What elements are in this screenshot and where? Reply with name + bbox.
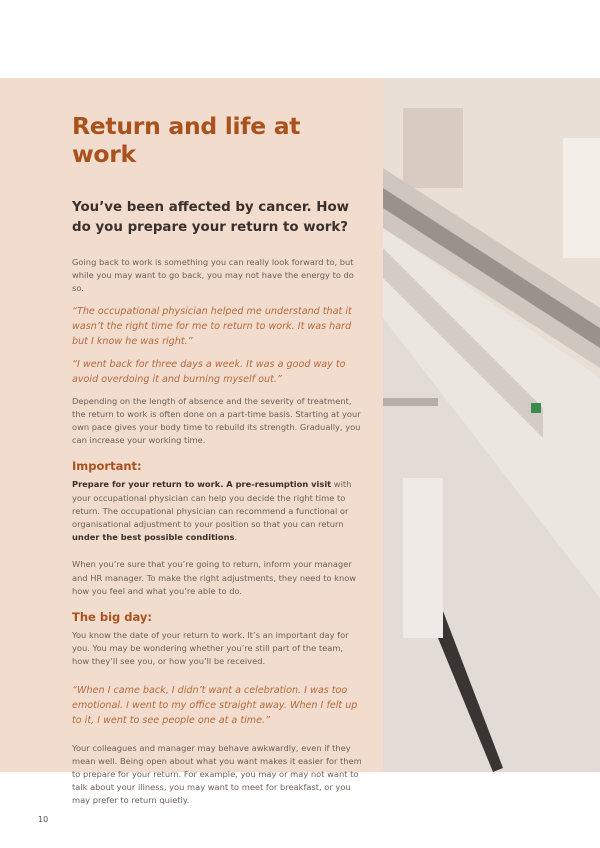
big-day-heading: The big day: bbox=[72, 610, 152, 625]
escalator-illustration bbox=[383, 78, 600, 772]
big-day-paragraph: You know the date of your return to work. It’s an important day for you. You may be wondering whether you’re still part of the team, how they’ll see you, or how you’ll be received. bbox=[72, 630, 349, 667]
important-paragraph bbox=[72, 478, 362, 544]
article bbox=[72, 112, 362, 808]
important-text-2: . bbox=[234, 532, 238, 543]
quote-celebration: “When I came back, I didn’t want a celebration. I was too emotional. I went to my office straight away. When I felt up to it, I went to see people one at a time.” bbox=[72, 684, 358, 726]
subtitle: You’ve been affected by cancer. How do you prepare your return to work? bbox=[72, 200, 350, 235]
important-bold-2: under the best possible conditions bbox=[72, 532, 235, 543]
intro-paragraph: Going back to work is something you can really look forward to, but while you may want to go back, you may not have the energy to do so. bbox=[72, 257, 354, 294]
colleagues-paragraph: Your colleagues and manager may behave awkwardly, even if they mean well. Being open about what you want makes it easier for them to prepare for your return. For example, you may or may not want to talk about your illness, you may want to meet for breakfast, or you may prefer to return quietly. bbox=[72, 742, 362, 806]
important-heading: Important: bbox=[72, 459, 142, 474]
inform-manager-paragraph: When you’re sure that you’re going to return, inform your manager and HR manager. To make the right adjustments, they need to know how you feel and what you’re able to do. bbox=[72, 559, 357, 596]
quote-physician: “The occupational physician helped me understand that it wasn’t the right time for me to return to work. It was hard but I know he was right.” bbox=[72, 305, 352, 347]
escalator-photo bbox=[383, 78, 600, 772]
absence-paragraph: Depending on the length of absence and the severity of treatment, the return to work is often done on a part-time basis. Starting at your own pace gives your body time to rebuild its strength. Gradually, you can increase your working time. bbox=[72, 395, 361, 446]
important-text-1: with your occupational physician can help you decide the right time to return. The occupational physician can recommend a functional or organisational adjustment to your position so that you can return bbox=[72, 479, 352, 530]
quote-three-days: “I went back for three days a week. It was a good way to avoid overdoing it and burning myself out.” bbox=[72, 358, 346, 385]
important-bold-1: Prepare for your return to work. A pre-resumption visit bbox=[72, 479, 332, 490]
page-number: 10 bbox=[38, 815, 49, 824]
page-title: Return and life at work bbox=[72, 112, 301, 168]
